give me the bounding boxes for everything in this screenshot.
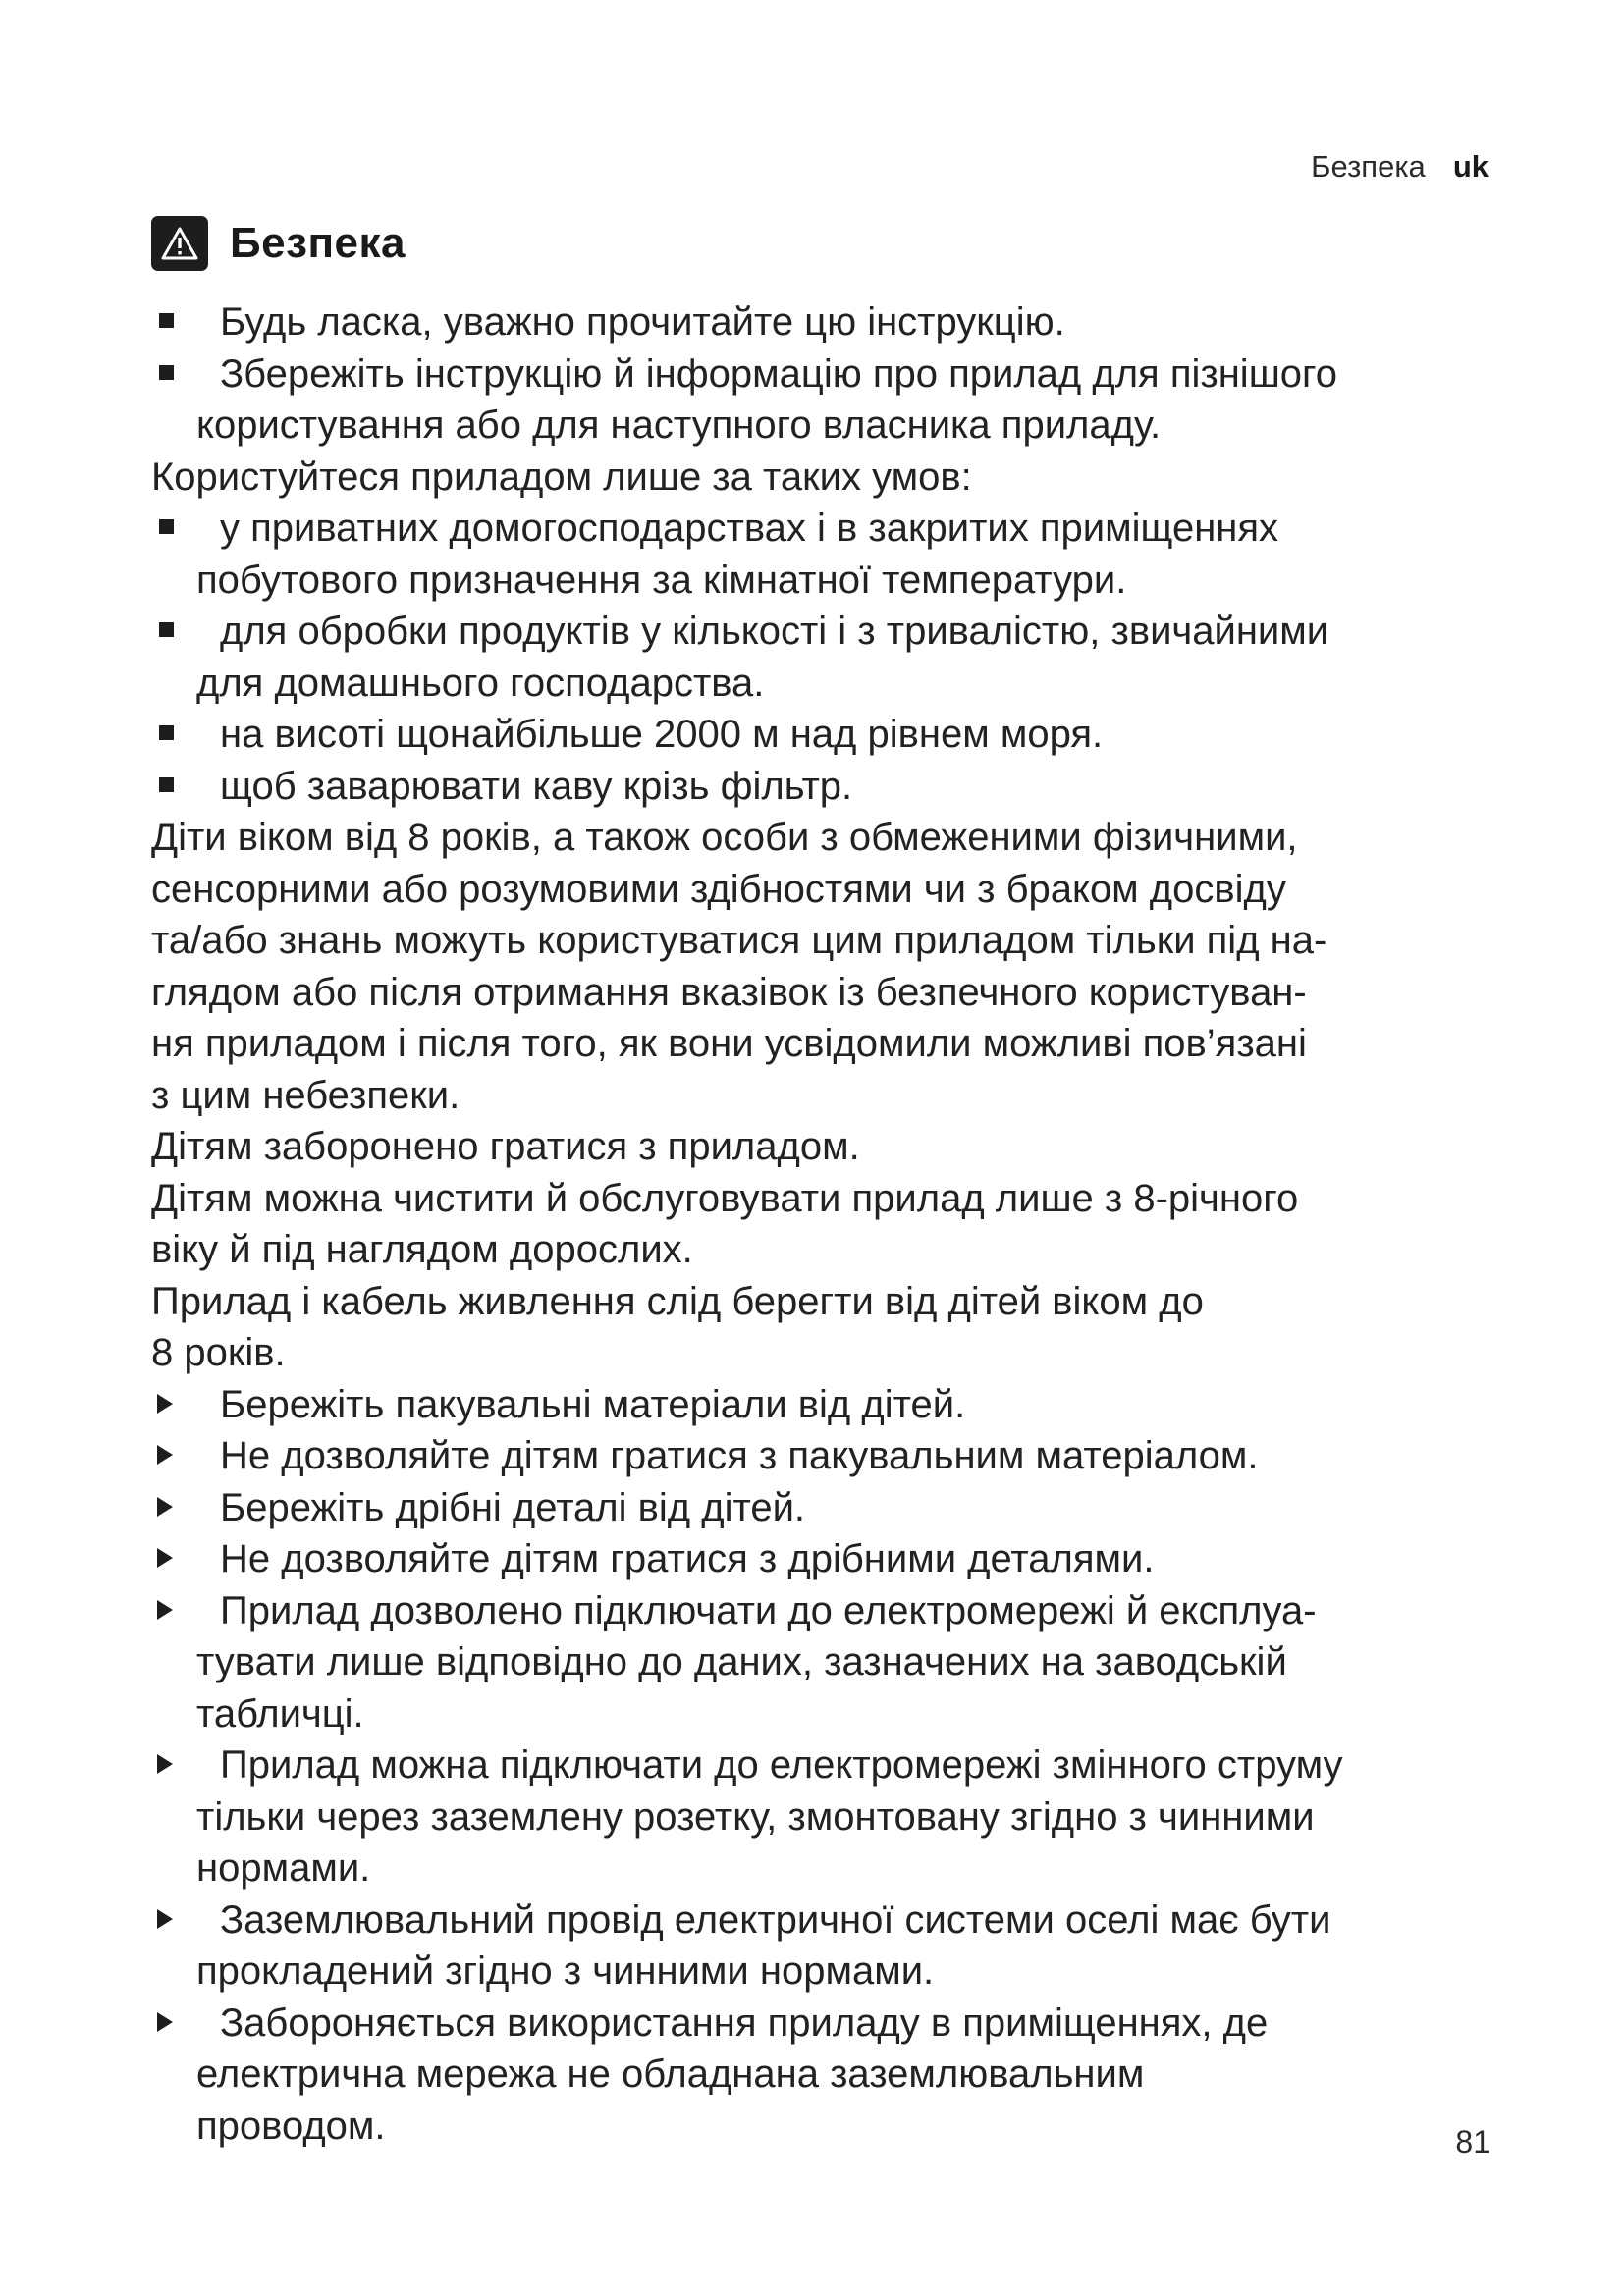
list-item-text: Збережіть інструкцію й інформацію про прилад для пізнішого: [220, 351, 1337, 396]
paragraph-line: глядом або після отримання вказівок із безпечного користуван-: [151, 970, 1307, 1014]
list-item: [151, 606, 1516, 709]
action-item-text: табличці.: [196, 1691, 364, 1735]
paragraph-line: Дітям заборонено гратися з приладом.: [151, 1125, 860, 1168]
square-bullet-icon: [159, 519, 174, 534]
action-item-text: Бережіть дрібні деталі від дітей.: [220, 1485, 806, 1529]
action-item-text: проводом.: [196, 2104, 386, 2148]
action-item-text: прокладений згідно з чинними нормами.: [196, 1949, 935, 1993]
action-item-text: Не дозволяйте дітям гратися з дрібними деталями.: [220, 1537, 1155, 1580]
action-item: [151, 1533, 1516, 1585]
children-paragraph: [151, 812, 1516, 1121]
paragraph-line: сенсорними або розумовими здібностями чи з браком досвіду: [151, 867, 1286, 911]
paragraph-line: та/або знань можуть користуватися цим приладом тільки під на-: [151, 919, 1327, 962]
arrow-bullet-icon: [157, 1909, 173, 1929]
list-item-text: для домашнього господарства.: [196, 661, 765, 705]
action-item-text: тувати лише відповідно до даних, зазначених на заводській: [196, 1640, 1287, 1683]
arrow-bullet-icon: [157, 2012, 173, 2032]
action-item-text: нормами.: [196, 1846, 371, 1890]
warning-triangle-icon: [151, 216, 208, 271]
action-item: [151, 1482, 1516, 1534]
action-item-text: Заземлювальний провід електричної системи оселі має бути: [220, 1897, 1331, 1942]
action-item-text: Прилад дозволено підключати до електромережі й експлуа-: [220, 1588, 1317, 1632]
list-item: [151, 709, 1516, 761]
running-header-section: Безпека: [1311, 149, 1426, 184]
paragraph-line: Прилад і кабель живлення слід берегти від дітей віком до: [151, 1279, 1204, 1323]
cleaning-paragraph: [151, 1173, 1516, 1276]
arrow-bullet-icon: [157, 1445, 173, 1465]
square-bullet-icon: [159, 777, 174, 792]
list-item: [151, 348, 1516, 452]
action-item-text: Бережіть пакувальні матеріали від дітей.: [220, 1382, 966, 1426]
running-header-language: uk: [1452, 149, 1489, 184]
list-item-text: користування або для наступного власника приладу.: [196, 403, 1162, 447]
action-item-text: Прилад можна підключати до електромережі змінного струму: [220, 1743, 1343, 1787]
action-item: [151, 1739, 1516, 1895]
intro-list: [151, 296, 1516, 452]
square-bullet-icon: [159, 365, 174, 380]
section-title: Безпека: [230, 219, 406, 267]
arrow-bullet-icon: [157, 1394, 173, 1414]
page-number: 81: [1455, 2124, 1490, 2160]
no-play-paragraph: [151, 1121, 1516, 1173]
paragraph-line: Дітям можна чистити й обслуговувати прилад лише з 8-річного: [151, 1176, 1299, 1220]
list-item-text: для обробки продуктів у кількості і з тривалістю, звичайними: [220, 610, 1329, 653]
square-bullet-icon: [159, 725, 174, 740]
action-item: [151, 1895, 1516, 1998]
paragraph-line: Діти віком від 8 років, а також особи з обмеженими фізичними,: [151, 816, 1298, 859]
conditions-intro-text: Користуйтеся приладом лише за таких умов:: [151, 454, 972, 499]
square-bullet-icon: [159, 622, 174, 637]
page-content: [151, 216, 1516, 2152]
action-list: [151, 1379, 1516, 2153]
conditions-list: [151, 503, 1516, 812]
list-item: [151, 296, 1516, 348]
list-item-text: Будь ласка, уважно прочитайте цю інструкцію.: [220, 300, 1065, 344]
paragraph-line: 8 років.: [151, 1331, 286, 1374]
paragraph-line: віку й під наглядом дорослих.: [151, 1228, 693, 1271]
paragraph-line: ня приладом і після того, як вони усвідомили можливі пов’язані: [151, 1022, 1307, 1065]
paragraph-line: з цим небезпеки.: [151, 1073, 460, 1117]
arrow-bullet-icon: [157, 1548, 173, 1568]
list-item: [151, 503, 1516, 606]
arrow-bullet-icon: [157, 1754, 173, 1774]
action-item: [151, 1585, 1516, 1740]
list-item-text: на висоті щонайбільше 2000 м над рівнем моря.: [220, 713, 1104, 756]
action-item: [151, 1379, 1516, 1431]
section-heading: [151, 216, 1516, 271]
action-item-text: Забороняється використання приладу в приміщеннях, де: [220, 2001, 1269, 2045]
list-item: [151, 761, 1516, 813]
arrow-bullet-icon: [157, 1600, 173, 1620]
action-item-text: тільки через заземлену розетку, змонтовану згідно з чинними: [196, 1794, 1315, 1839]
list-item-text: щоб заварювати каву крізь фільтр.: [220, 764, 853, 808]
square-bullet-icon: [159, 313, 174, 328]
list-item-text: побутового призначення за кімнатної температури.: [196, 558, 1127, 602]
action-item: [151, 1998, 1516, 2153]
action-item-text: електрична мережа не обладнана заземлювальним: [196, 2053, 1145, 2096]
action-item: [151, 1430, 1516, 1482]
conditions-intro: [151, 452, 1516, 504]
action-item-text: Не дозволяйте дітям гратися з пакувальним матеріалом.: [220, 1434, 1259, 1477]
keep-away-paragraph: [151, 1276, 1516, 1379]
arrow-bullet-icon: [157, 1497, 173, 1517]
running-header: [1311, 149, 1489, 185]
list-item-text: у приватних домогосподарствах і в закритих приміщеннях: [220, 507, 1279, 550]
